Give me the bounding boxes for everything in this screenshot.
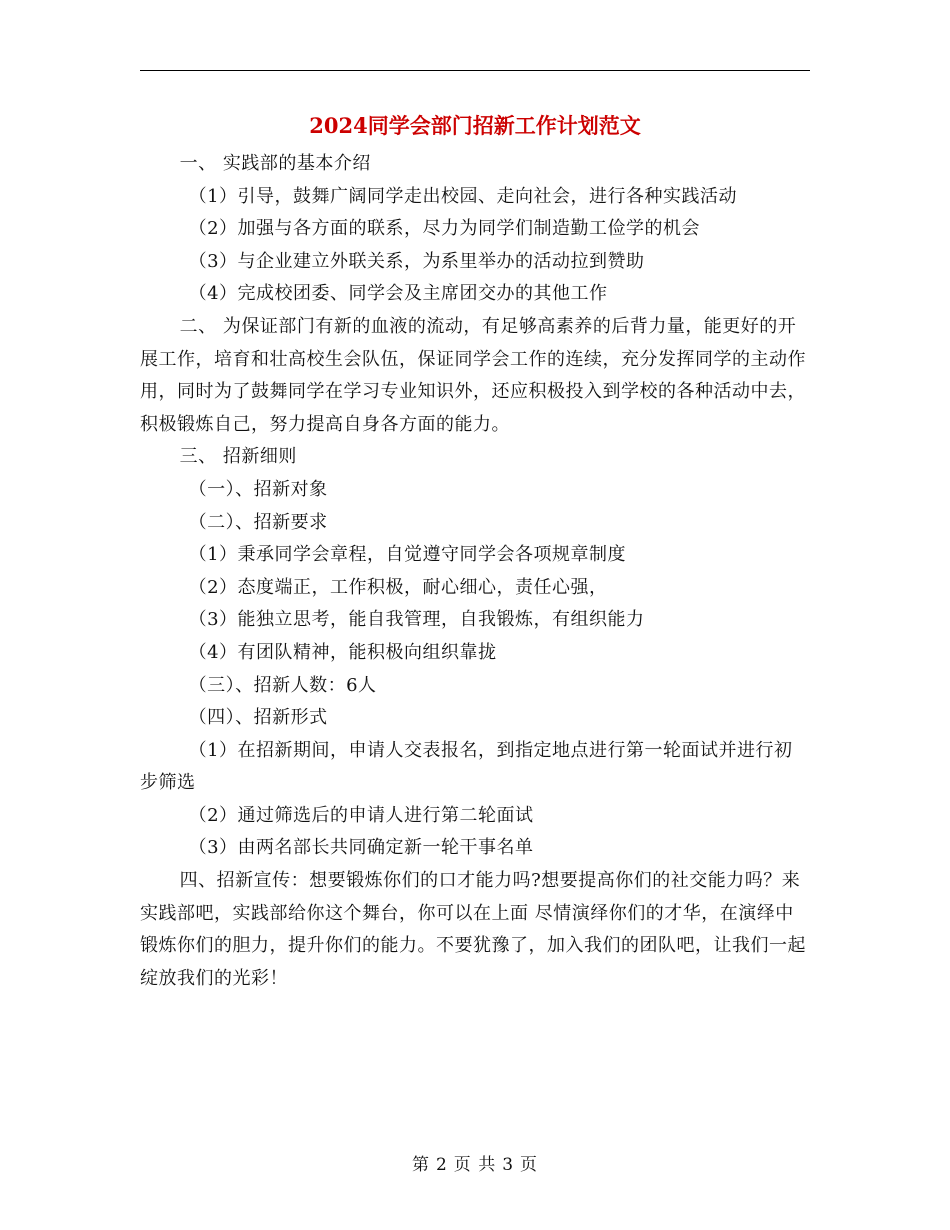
page-label-suffix: 页 bbox=[520, 1155, 539, 1175]
paragraph-item: （1）引导，鼓舞广阔同学走出校园、走向社会，进行各种实践活动 bbox=[188, 185, 738, 207]
paragraph-item: （3）由两名部长共同确定新一轮干事名单 bbox=[188, 837, 534, 859]
page-number-footer bbox=[0, 1153, 950, 1177]
paragraph-section-3-heading: 三、 招新细则 bbox=[179, 446, 297, 468]
paragraph-item: （1）秉承同学会章程，自觉遵守同学会各项规章制度 bbox=[188, 544, 627, 566]
paragraph-section-1-heading: 一、 实践部的基本介绍 bbox=[179, 153, 371, 174]
page-label-mid: 页 共 bbox=[453, 1155, 497, 1175]
paragraph-item: （四）、招新形式 bbox=[188, 707, 328, 729]
document-body bbox=[140, 148, 810, 995]
paragraph-item: （二）、招新要求 bbox=[188, 511, 328, 533]
paragraph-item: （1）在招新期间，申请人交表报名，到指定地点进行第一轮面试并进行初步筛选 bbox=[140, 739, 793, 794]
total-pages-number: 3 bbox=[502, 1155, 515, 1175]
paragraph-section-4: 四、招新宣传：想要锻炼你们的口才能力吗?想要提高你们的社交能力吗？来实践部吧，实践部给你这个舞台，你可以在上面 尽情演绎你们的才华，在演绎中锻炼你们的胆力，提升你们的能力。不要犹豫了，加入我们的团队吧，让我们一起绽放我们的光彩！ bbox=[140, 870, 806, 989]
paragraph-item: （4）有团队精神，能积极向组织靠拢 bbox=[188, 641, 497, 663]
paragraph-item: （4）完成校团委、同学会及主席团交办的其他工作 bbox=[188, 283, 608, 305]
paragraph-item: （一）、招新对象 bbox=[188, 478, 328, 500]
header-rule bbox=[140, 70, 810, 71]
paragraph-item: （3）与企业建立外联关系，为系里举办的活动拉到赞助 bbox=[188, 250, 645, 272]
paragraph-item: （3）能独立思考，能自我管理，自我锻炼，有组织能力 bbox=[188, 609, 645, 631]
paragraph-item: （2）加强与各方面的联系，尽力为同学们制造勤工俭学的机会 bbox=[188, 218, 701, 240]
paragraph-item: （三）、招新人数：6人 bbox=[188, 674, 377, 696]
paragraph-item: （2）态度端正，工作积极，耐心细心，责任心强， bbox=[188, 576, 608, 598]
current-page-number: 2 bbox=[435, 1155, 448, 1175]
page-label-prefix: 第 bbox=[411, 1155, 430, 1175]
document-title: 2024同学会部门招新工作计划范文 bbox=[309, 113, 641, 138]
paragraph-section-2: 二、 为保证部门有新的血液的流动，有足够高素养的后背力量，能更好的开展工作，培育和壮高校生会队伍，保证同学会工作的连续，充分发挥同学的主动作用，同时为了鼓舞同学在学习专业知识外，还应积极投入到学校的各种活动中去，积极锻炼自己，努力提高自身各方面的能力。 bbox=[140, 315, 806, 435]
paragraph-item: （2）通过筛选后的申请人进行第二轮面试 bbox=[188, 804, 534, 826]
